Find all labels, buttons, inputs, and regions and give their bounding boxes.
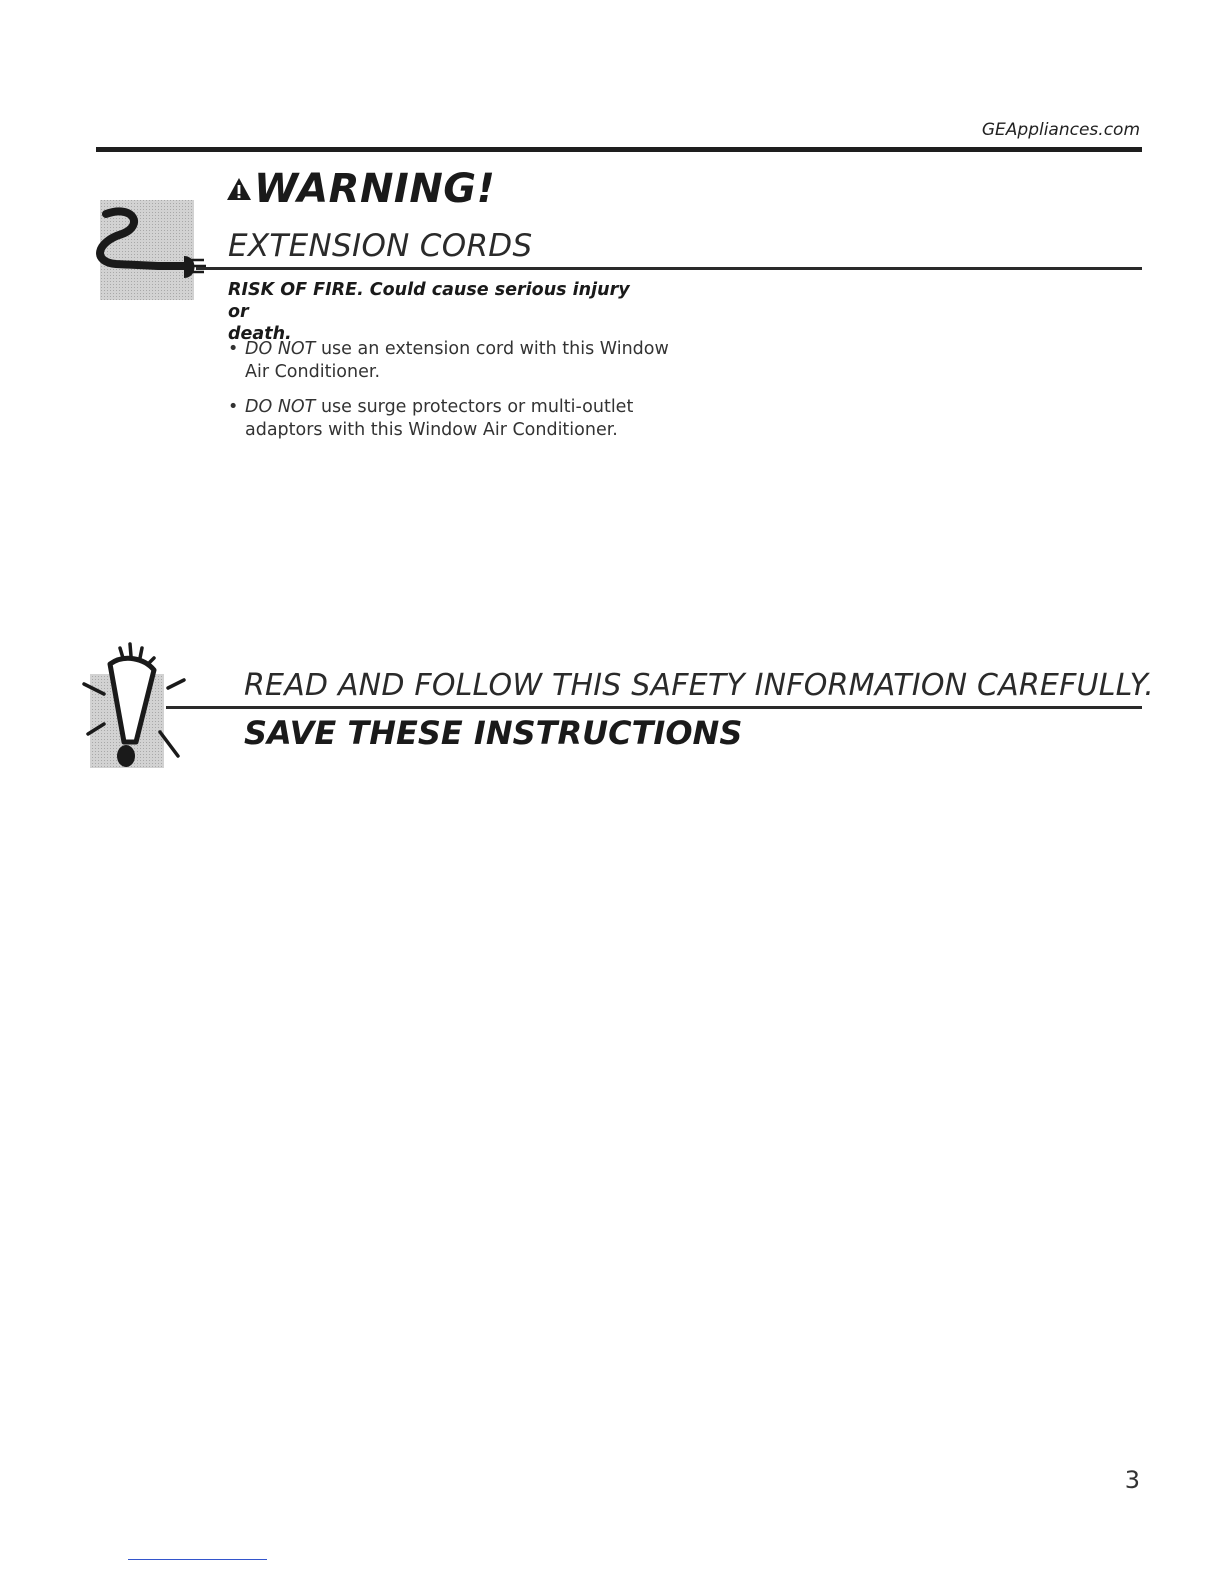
- bullet-text-cont: adaptors with this Window Air Conditioner.: [245, 420, 618, 440]
- save-instructions-line: SAVE THESE INSTRUCTIONS: [244, 714, 743, 752]
- section-rule: [196, 267, 1142, 270]
- bullet-icon: •: [228, 339, 239, 359]
- warning-heading: [226, 166, 495, 212]
- list-item: [228, 396, 688, 442]
- warning-triangle-icon: [226, 176, 252, 202]
- bullet-emphasis: DO NOT: [245, 339, 316, 359]
- bullet-text: use surge protectors or multi-outlet: [315, 397, 634, 417]
- safety-rule: [166, 706, 1142, 709]
- bullet-emphasis: DO NOT: [245, 397, 316, 417]
- extension-cord-icon: [86, 200, 210, 304]
- risk-line-2: death.: [228, 324, 292, 344]
- bullet-text: use an extension cord with this Window: [315, 339, 669, 359]
- warning-bullet-list: [228, 338, 688, 454]
- risk-statement: [228, 279, 648, 345]
- list-item: [228, 338, 688, 384]
- header-rule: [96, 147, 1142, 152]
- warning-title: WARNING!: [254, 166, 496, 212]
- risk-line-1: RISK OF FIRE. Could cause serious injury or: [228, 280, 630, 322]
- bullet-icon: •: [228, 397, 239, 417]
- footer-link-underline: [128, 1559, 267, 1560]
- bullet-text-cont: Air Conditioner.: [245, 362, 381, 382]
- section-title: EXTENSION CORDS: [228, 228, 533, 264]
- site-url: GEAppliances.com: [981, 120, 1140, 140]
- read-safety-line: READ AND FOLLOW THIS SAFETY INFORMATION CAREFULLY.: [244, 668, 1155, 703]
- page-number: 3: [1124, 1466, 1140, 1494]
